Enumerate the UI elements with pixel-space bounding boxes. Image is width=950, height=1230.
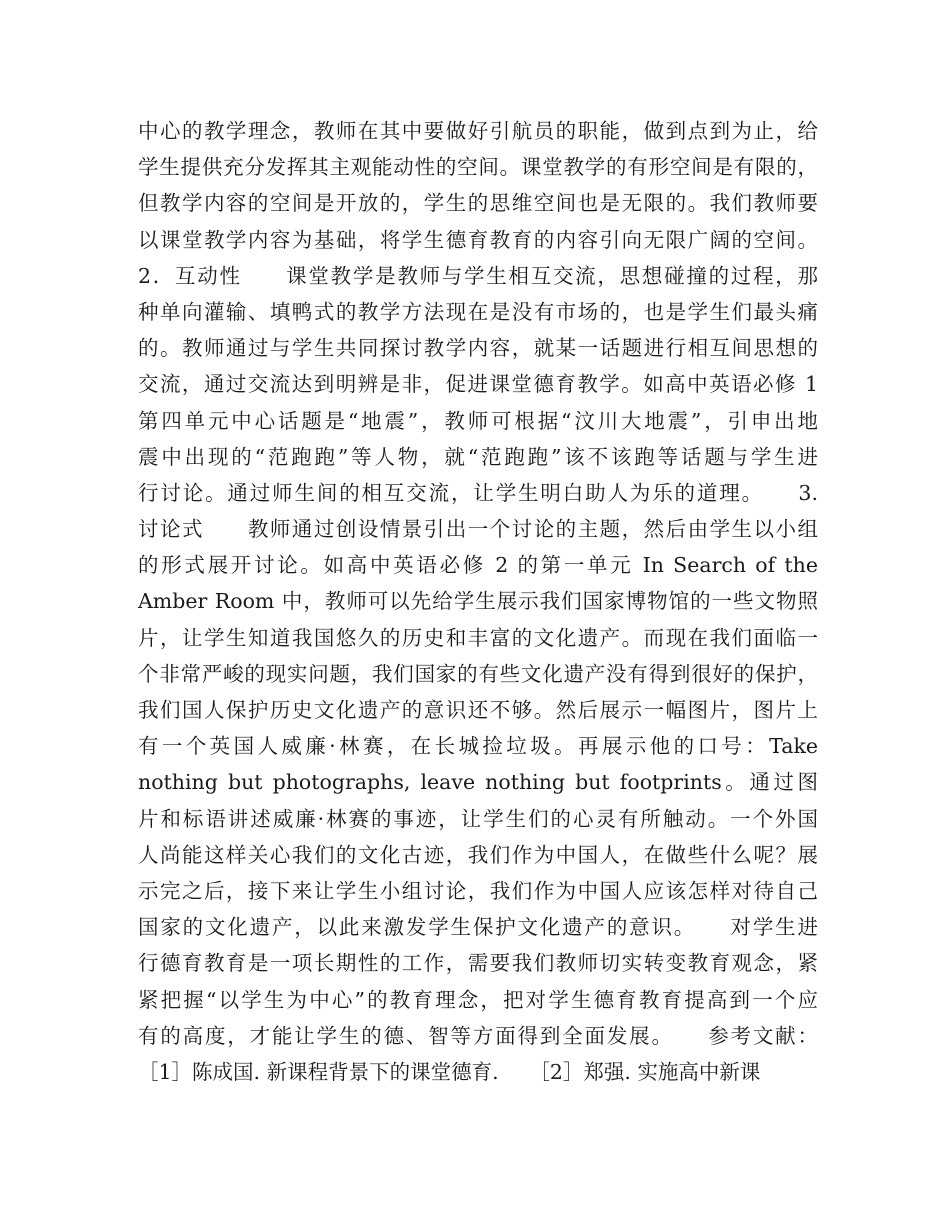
text-line: 交流，通过交流达到明辨是非，促进课堂德育教学。如高中英语必修 1 [138,372,818,397]
text-line: 种单向灌输、填鸭式的教学方法现在是没有市场的，也是学生们最头痛 [138,299,818,324]
text-line: 以课堂教学内容为基础，将学生德育教育的内容引向无限广阔的空间。 [138,227,818,252]
text-line: 片和标语讲述威廉·林赛的事迹，让学生们的心灵有所触动。一个外国 [138,806,818,831]
text-line: 讨论式 教师通过创设情景引出一个讨论的主题，然后由学生以小组 [138,517,818,542]
text-line: 2．互动性 课堂教学是教师与学生相互交流，思想碰撞的过程，那 [138,263,818,288]
text-line: 有一个英国人威廉·林赛，在长城捡垃圾。再展示他的口号：Take [138,734,818,759]
text-line: 示完之后，接下来让学生小组讨论，我们作为中国人应该怎样对待自己 [138,878,818,903]
text-line: 人尚能这样关心我们的文化古迹，我们作为中国人，在做些什么呢？展 [138,842,818,867]
text-line: 个非常严峻的现实问题，我们国家的有些文化遗产没有得到很好的保护， [138,661,818,686]
text-line: 片，让学生知道我国悠久的历史和丰富的文化遗产。而现在我们面临一 [138,625,818,650]
text-line: 中心的教学理念，教师在其中要做好引航员的职能，做到点到为止，给 [138,119,818,143]
text-line: 我们国人保护历史文化遗产的意识还不够。然后展示一幅图片，图片上 [138,698,818,722]
text-line: 震中出现的“范跑跑”等人物，就“范跑跑”该不该跑等话题与学生进 [138,444,818,469]
text-line: 但教学内容的空间是开放的，学生的思维空间也是无限的。我们教师要 [138,191,818,216]
text-line: 学生提供充分发挥其主观能动性的空间。课堂教学的有形空间是有限的， [138,155,818,180]
text-line: 第四单元中心话题是“地震”，教师可根据“汶川大地震”，引申出地 [138,408,818,433]
text-line: 行德育教育是一项长期性的工作，需要我们教师切实转变教育观念，紧 [138,951,818,976]
text-line: 行讨论。通过师生间的相互交流，让学生明白助人为乐的道理。 3. [138,480,818,505]
text-line: Amber Room 中，教师可以先给学生展示我们国家博物馆的一些文物照 [138,589,818,614]
body-text [138,113,818,1090]
text-line: 国家的文化遗产，以此来激发学生保护文化遗产的意识。 对学生进 [138,915,818,940]
text-line: ［1］陈成国. 新课程背景下的课堂德育. ［2］郑强. 实施高中新课 [138,1059,761,1084]
text-line: 的形式展开讨论。如高中英语必修 2 的第一单元 In Search of the [138,553,818,578]
text-line: 有的高度，才能让学生的德、智等方面得到全面发展。 参考文献： [138,1023,818,1048]
text-line: 的。教师通过与学生共同探讨教学内容，就某一话题进行相互间思想的 [138,336,818,361]
text-line: 紧把握“以学生为中心”的教育理念，把对学生德育教育提高到一个应 [138,987,818,1012]
text-line: nothing but photographs, leave nothing but footprints。通过图 [138,770,818,795]
